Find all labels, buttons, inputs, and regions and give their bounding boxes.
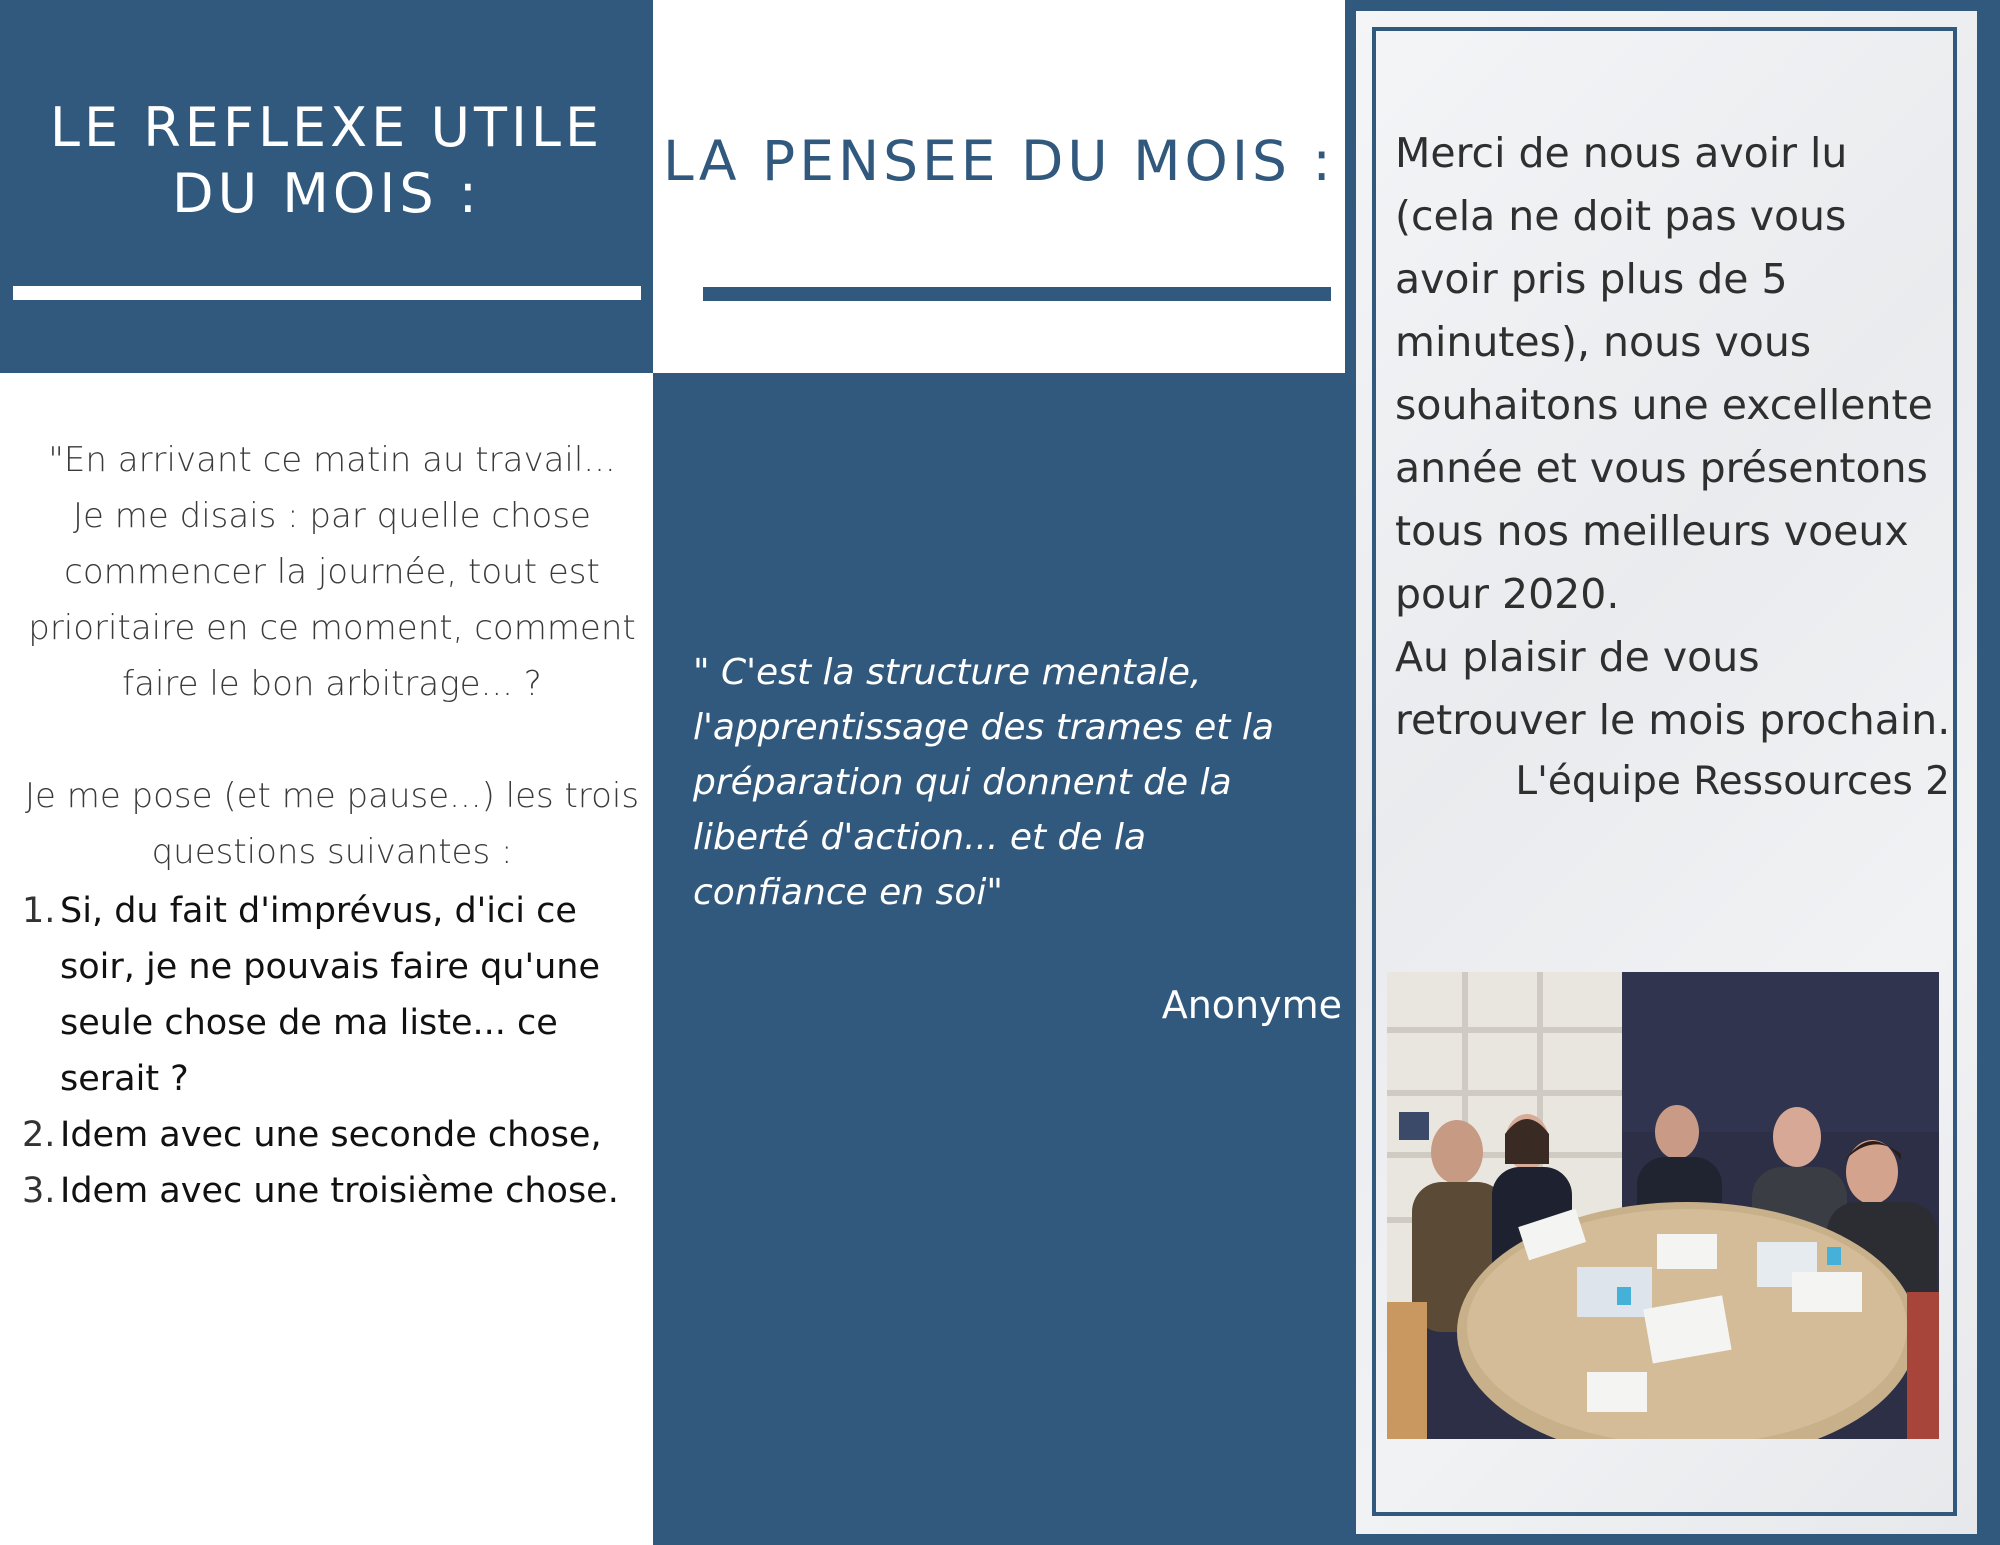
pensee-panel [653,373,1345,1545]
question-text: Si, du fait d'imprévus, d'ici ce soir, je ne pouvais faire qu'une seule chose de ma liste... ce serait ? [60,891,600,1099]
pensee-divider [703,287,1331,301]
pensee-quote: " C'est la structure mentale, l'apprentissage des trames et la préparation qui donnent de la liberté d'action... et de la confiance en soi" [693,652,1274,913]
closing-message [1395,122,1955,752]
pensee-title: LA PENSEE DU MOIS : [663,129,1335,193]
question-number: 2. [22,1115,56,1155]
pensee-author: Anonyme [1161,983,1342,1027]
pose-line: Je me pose (et me pause...) les trois [24,776,640,816]
question-item [22,1163,662,1219]
intro-line: Je me disais : par quelle chose [73,496,591,536]
reflexe-title-line2: DU MOIS : [172,162,481,225]
question-number: 3. [22,1171,56,1211]
question-number: 1. [22,891,56,931]
question-item [22,883,662,1107]
closing-paragraph: Merci de nous avoir lu (cela ne doit pas vous avoir pris plus de 5 minutes), nous vous souhaitons une excellente année et vous présentons tous nos meilleurs voeux pour 2020. [1395,129,1933,618]
reflexe-divider [13,286,641,300]
intro-line: faire le bon arbitrage... ? [122,664,542,704]
reflexe-intro [22,432,642,880]
question-text: Idem avec une troisième chose. [60,1171,619,1211]
closing-paragraph: Au plaisir de vous retrouver le mois prochain. [1395,633,1951,744]
reflexe-title-line1: LE REFLEXE UTILE [49,96,604,159]
reflexe-title [0,95,653,227]
question-item [22,1107,662,1163]
questions-list [22,883,662,1219]
intro-line: prioritaire en ce moment, comment [28,608,636,648]
intro-line: "En arrivant ce matin au travail... [48,440,616,480]
closing-signature: L'équipe Ressources 2 [1515,759,1950,804]
team-photo [1387,972,1939,1439]
question-text: Idem avec une seconde chose, [60,1115,602,1155]
pose-line: questions suivantes : [151,832,513,872]
intro-line: commencer la journée, tout est [64,552,600,592]
